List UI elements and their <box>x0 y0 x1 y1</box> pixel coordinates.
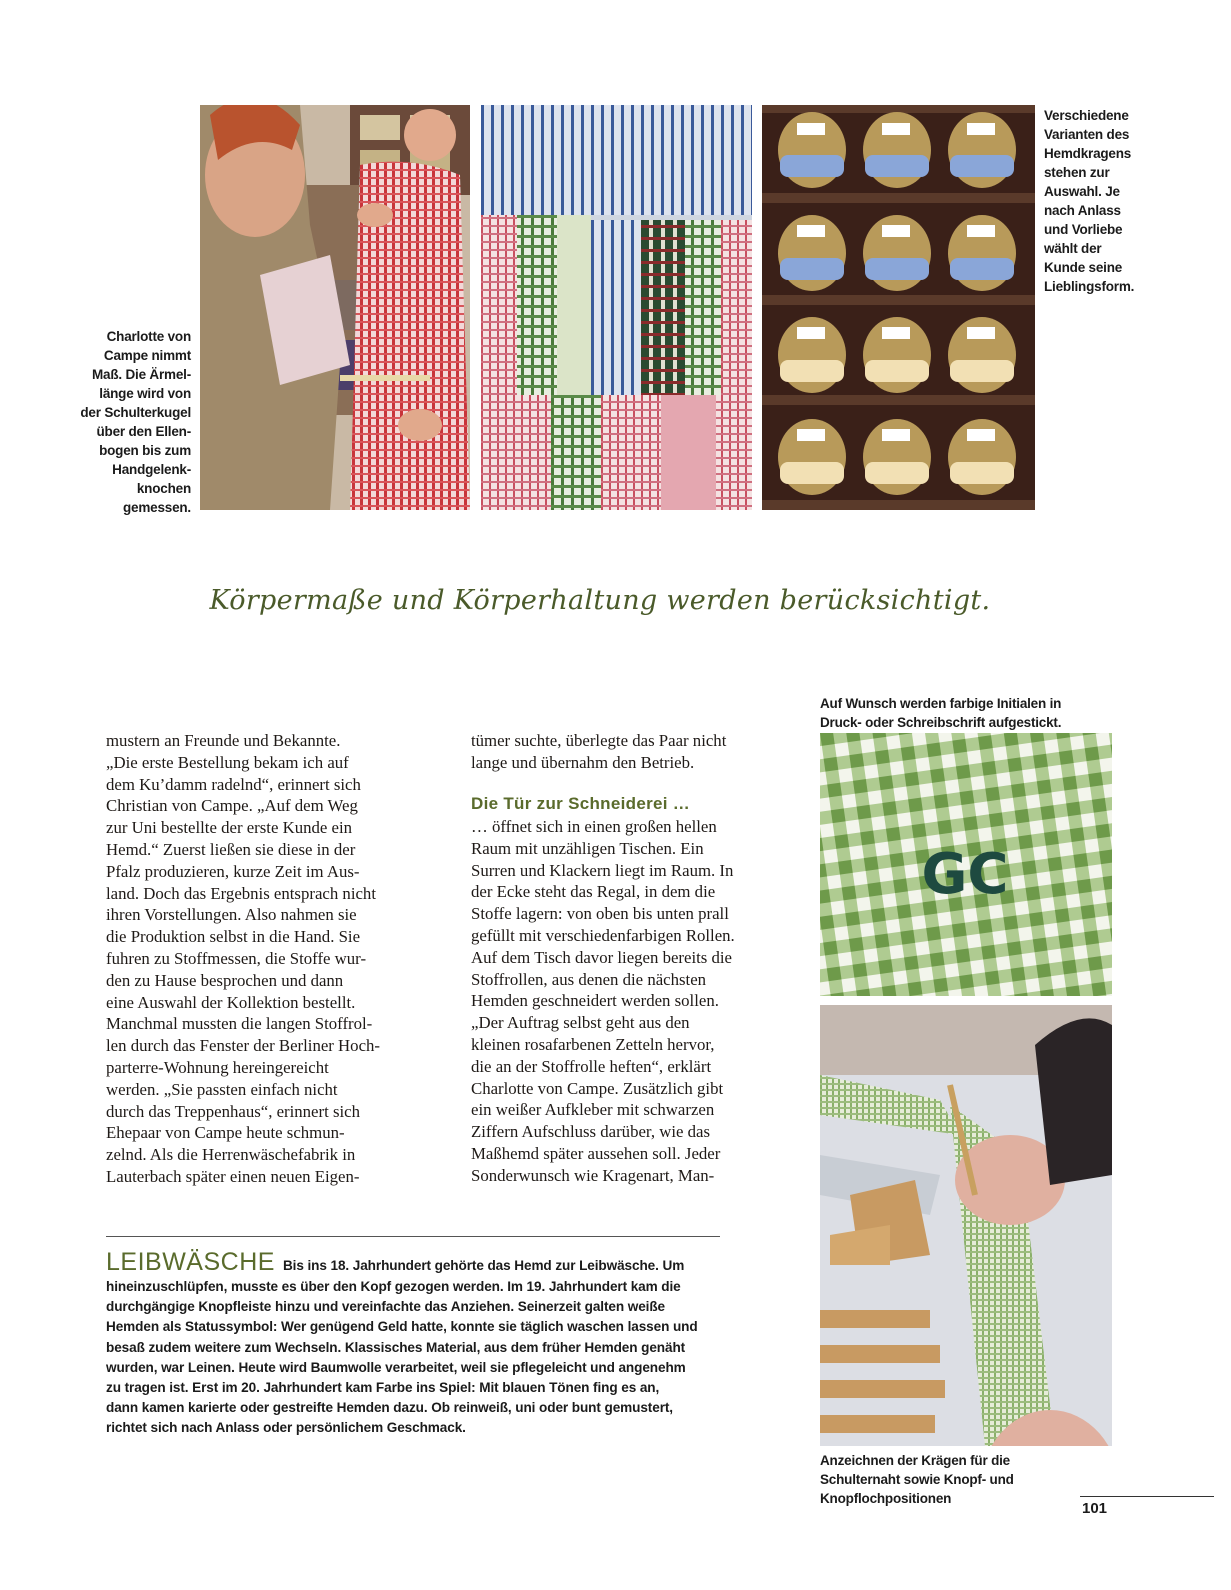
infobox <box>106 1248 746 1439</box>
infobox-rule <box>106 1236 720 1237</box>
article-column-2-body: … öffnet sich in einen großen hellen Raum mit unzähligen Tischen. Ein Surren und Klackern liegt im Raum. In der Ecke steht das Regal, in dem die Stoffe lagern: von oben bis unten prall gefüllt mit verschiedenfarbigen Rollen. Auf dem Tisch davor liegen bereits die Stoffrollen, aus denen die nächsten Hemden geschneidert werden sollen. „Der Auftrag selbst geht aus den kleinen rosafarbenen Zetteln hervor, die an der Stoffrolle heften“, erklärt Charlotte von Campe. Zusätzlich gibt ein weißer Aufkleber mit schwarzen Ziffern Aufschluss darüber, wie das Maßhemd später aussehen soll. Jeder Sonderwunsch wie Kragenart, Man- <box>471 817 735 1185</box>
fabric-photo <box>481 105 752 510</box>
section-subhead: Die Tür zur Schneiderei … <box>471 794 691 813</box>
pull-quote: Körpermaße und Körperhaltung werden berücksichtigt. <box>209 585 991 616</box>
embroidered-initials: GC <box>921 842 1009 907</box>
page-number: 101 <box>1082 1500 1108 1517</box>
article-column-1: mustern an Freunde und Bekannte. „Die erste Bestellung bekam ich auf dem Ku’damm radelnd“, erinnert sich Christian von Campe. „Auf dem Weg zur Uni bestellte der erste Kunde ein Hemd.“ Zuerst ließen sie diese in der Pfalz produzieren, kurze Zeit im Aus- land. Doch das Ergebnis entsprach nicht ihren Vorstellungen. Also nahmen sie die Produktion selbst in die Hand. Sie fuhren zu Stoffmessen, die Stoffe wur- den zu Hause besprochen und dann eine Auswahl der Kollektion bestellt. Manchmal mussten die langen Stoffrol- len durch das Fenster der Berliner Hoch- parterre-Wohnung hereingereicht werden. „Sie passten einfach nicht durch das Treppenhaus“, erinnert sich Ehepaar von Campe heute schmun- zelnd. Als die Herrenwäschefabrik in Lauterbach später einen neuen Eigen- <box>106 731 380 1186</box>
caption-collars: Verschiedene Varianten des Hemdkragens stehen zur Auswahl. Je nach Anlass und Vorliebe wählt der Kunde seine Lieblingsform. <box>1044 108 1135 294</box>
caption-measure: Charlotte von Campe nimmt Maß. Die Ärmel- länge wird von der Schulterkugel über den Ellen- bogen bis zum Handgelenk- knochen gemessen. <box>80 329 191 515</box>
infobox-first-line: Bis ins 18. Jahrhundert gehörte das Hemd zur Leibwäsche. Um <box>282 1258 685 1273</box>
page-number-rule <box>1080 1496 1214 1497</box>
initials-photo <box>820 733 1112 996</box>
infobox-body: hineinzuschlüpfen, musste es über den Kopf gezogen werden. Im 19. Jahrhundert kam die durchgängige Knopfleiste hinzu und vereinfachte das Anziehen. Seinerzeit galten weiße Hemden als Statussymbol: Wer genügend Geld hatte, konnte sie täglich waschen lassen und besaß zudem weitere zum Wechseln. Klassisches Material, aus dem früher Hemden genäht wurden, war Leinen. Heute wird Baumwolle verarbeitet, weil sie pflegeleicht und angenehm zu tragen ist. Erst im 20. Jahrhundert kam Farbe ins Spiel: Mit blauen Tönen fing es an, dann kamen karierte oder gestreifte Hemden dazu. Ob reinweiß, uni oder bunt gemustert, richtet sich nach Anlass oder persönlichem Geschmack. <box>106 1279 698 1436</box>
marking-photo <box>820 1005 1112 1446</box>
caption-initials: Auf Wunsch werden farbige Initialen in Druck- oder Schreibschrift aufgestickt. <box>820 696 1062 730</box>
measure-photo <box>200 105 470 510</box>
article-column-2: tümer suchte, überlegte das Paar nicht lange und übernahm den Betrieb. <box>471 731 727 772</box>
infobox-title: LEIBWÄSCHE <box>106 1248 275 1276</box>
collar-photo <box>762 105 1035 510</box>
caption-marking: Anzeichnen der Krägen für die Schulternaht sowie Knopf- und Knopflochpositionen <box>820 1453 1014 1506</box>
